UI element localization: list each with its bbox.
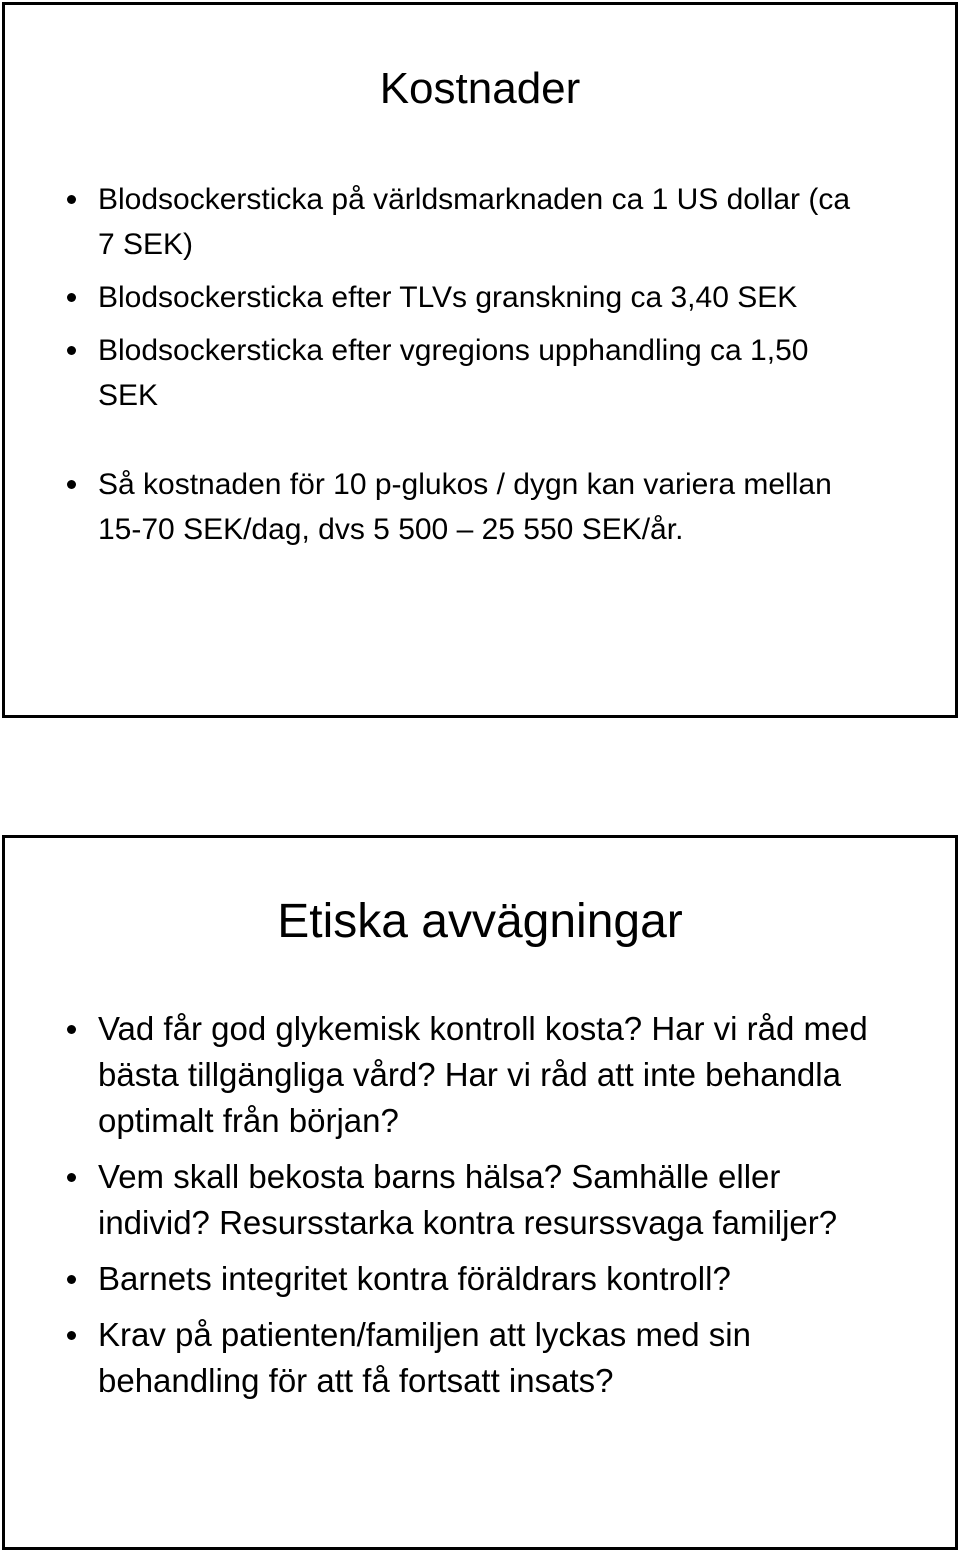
bullet-text: Barnets integritet kontra föräldrars kontroll? bbox=[98, 1260, 731, 1297]
bullet-icon bbox=[67, 195, 76, 204]
bullet-icon bbox=[67, 1275, 76, 1284]
slide-title: Etiska avvägningar bbox=[277, 895, 683, 948]
slide-kostnader bbox=[2, 2, 958, 718]
bullet-icon bbox=[67, 1331, 76, 1340]
bullet-list bbox=[5, 1006, 925, 1414]
bullet-list bbox=[5, 177, 905, 560]
bullet-icon bbox=[67, 1025, 76, 1034]
bullet-icon bbox=[67, 1173, 76, 1182]
bullet-text: Krav på patienten/familjen att lyckas med sin behandling för att få fortsatt insats? bbox=[98, 1316, 751, 1399]
bullet-item bbox=[5, 1256, 925, 1302]
slide-etiska-avvagningar bbox=[2, 835, 958, 1550]
bullet-item bbox=[5, 275, 905, 320]
bullet-item bbox=[5, 328, 905, 418]
bullet-icon bbox=[67, 480, 76, 489]
bullet-item bbox=[5, 1006, 925, 1144]
bullet-icon bbox=[67, 293, 76, 302]
bullet-item bbox=[5, 177, 905, 267]
bullet-text: Blodsockersticka på världsmarknaden ca 1 US dollar (ca 7 SEK) bbox=[98, 183, 851, 261]
bullet-text: Vem skall bekosta barns hälsa? Samhälle eller individ? Resursstarka kontra resurssvaga familjer? bbox=[98, 1158, 838, 1241]
slide-title: Kostnader bbox=[379, 64, 581, 113]
bullet-item bbox=[5, 462, 905, 552]
bullet-text: Blodsockersticka efter vgregions upphandling ca 1,50 SEK bbox=[98, 334, 809, 412]
bullet-item bbox=[5, 1312, 925, 1404]
bullet-text: Blodsockersticka efter TLVs granskning ca 3,40 SEK bbox=[98, 281, 798, 314]
bullet-text: Så kostnaden för 10 p-glukos / dygn kan variera mellan 15-70 SEK/dag, dvs 5 500 – 25 550 SEK/år. bbox=[98, 468, 832, 546]
bullet-item bbox=[5, 1154, 925, 1246]
bullet-icon bbox=[67, 346, 76, 355]
bullet-text: Vad får god glykemisk kontroll kosta? Har vi råd med bästa tillgängliga vård? Har vi råd att inte behandla optimalt från början? bbox=[98, 1010, 868, 1139]
